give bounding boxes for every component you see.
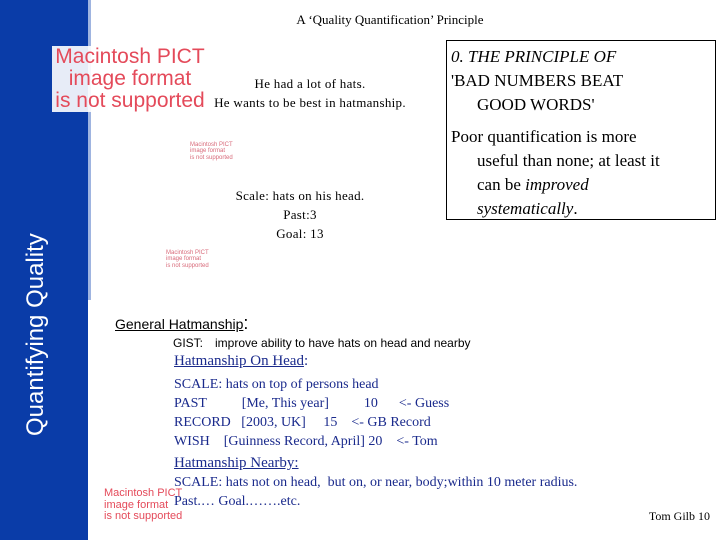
principle-text: . [573, 199, 578, 218]
principle-box [446, 40, 716, 220]
placeholder-line: image format [68, 67, 192, 91]
footer: Tom Gilb 10 [648, 509, 710, 523]
on-head-wish: WISH [Guinness Record, April] 20 <- Tom [174, 434, 438, 449]
nearby-scale: SCALE: hats not on head, but on, or near, body;within 10 meter radius. [174, 475, 578, 490]
general-heading [115, 313, 248, 334]
general-heading-colon: : [243, 313, 249, 333]
principle-text: can be [477, 175, 526, 194]
story-line: He had a lot of hats. [254, 76, 366, 91]
principle-subtitle: GOOD WORDS' [477, 95, 595, 114]
placeholder-line: Macintosh PICT [104, 487, 183, 499]
on-head-heading-colon: : [303, 353, 309, 369]
image-placeholder-small [190, 142, 244, 161]
placeholder-line: is not supported [104, 510, 183, 523]
placeholder-line: is not supported [190, 154, 233, 161]
placeholder-line: is not supported [166, 262, 209, 269]
principle-emphasis: improved [525, 175, 589, 194]
placeholder-line: Macintosh PICT [55, 45, 205, 68]
gist-text: improve ability to have hats on head and nearby [215, 336, 471, 350]
principle-subtitle: 'BAD NUMBERS BEAT [451, 71, 624, 90]
slide-title: A ‘Quality Quantification’ Principle [296, 12, 484, 27]
on-head-past: PAST [Me, This year] 10 <- Guess [174, 396, 450, 411]
principle-emphasis: systematically [477, 199, 574, 218]
sidebar-title: Quantifying Quality [22, 233, 49, 436]
principle-title: 0. THE PRINCIPLE OF [451, 47, 617, 66]
nearby-past-goal: Past.… Goal.…….etc. [174, 494, 301, 509]
placeholder-line: Macintosh PICT [166, 250, 209, 256]
principle-body [477, 173, 589, 197]
on-head-scale: SCALE: hats on top of persons head [174, 377, 379, 392]
placeholder-line: image format [166, 256, 202, 263]
scale-line: Scale: hats on his head. [235, 188, 365, 203]
gist-line [173, 336, 471, 350]
on-head-heading [174, 353, 308, 370]
principle-body: useful than none; at least it [477, 151, 660, 170]
on-head-record: RECORD [2003, UK] 15 <- GB Record [174, 415, 431, 430]
image-placeholder-small [166, 250, 220, 269]
principle-body: Poor quantification is more [451, 127, 637, 146]
placeholder-line: is not supported [55, 89, 205, 113]
on-head-heading-text: Hatmanship On Head [174, 353, 304, 369]
scale-block [210, 186, 390, 243]
story-text [182, 74, 438, 112]
placeholder-line: image format [190, 148, 226, 155]
placeholder-line: image format [104, 498, 169, 511]
nearby-heading: Hatmanship Nearby: [174, 455, 299, 471]
story-line: He wants to be best in hatmanship. [214, 95, 406, 110]
general-heading-text: General Hatmanship [115, 316, 244, 332]
principle-body [477, 197, 578, 221]
scale-line: Goal: 13 [276, 226, 324, 241]
scale-line: Past:3 [283, 207, 317, 222]
gist-label: GIST: [173, 336, 204, 350]
placeholder-line: Macintosh PICT [190, 142, 233, 148]
